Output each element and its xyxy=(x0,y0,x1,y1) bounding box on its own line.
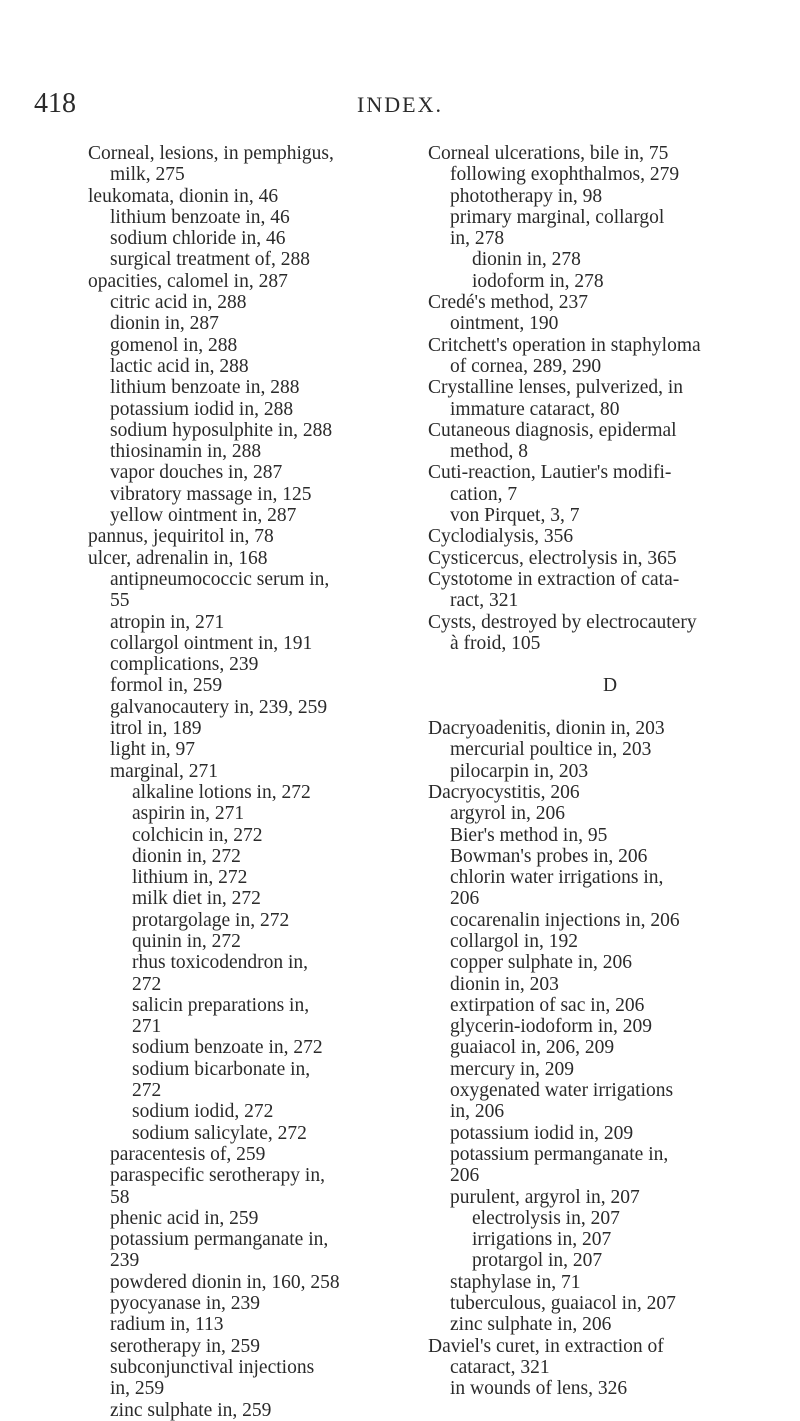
index-entry: milk, 275 xyxy=(110,164,185,186)
index-entry: Bowman's probes in, 206 xyxy=(450,845,648,867)
index-entry: dionin in, 278 xyxy=(472,249,581,271)
index-entry: Cyclodialysis, 356 xyxy=(428,526,574,548)
index-entry: yellow ointment in, 287 xyxy=(110,505,297,527)
index-entry: paracentesis of, 259 xyxy=(110,1143,266,1165)
index-entry: dionin in, 203 xyxy=(450,973,559,995)
index-entry: Crystalline lenses, pulverized, in xyxy=(428,377,684,399)
index-entry: dionin in, 272 xyxy=(132,845,241,867)
index-entry: aspirin in, 271 xyxy=(132,803,245,825)
index-entry: dionin in, 287 xyxy=(110,313,219,335)
index-entry: surgical treatment of, 288 xyxy=(110,249,310,271)
index-entry: galvanocautery in, 239, 259 xyxy=(110,696,328,718)
index-entry: extirpation of sac in, 206 xyxy=(450,994,645,1016)
index-entry: guaiacol in, 206, 209 xyxy=(450,1037,615,1059)
index-entry: cation, 7 xyxy=(450,483,518,505)
index-entry: 271 xyxy=(132,1016,162,1038)
index-column-right xyxy=(428,143,792,1400)
index-entry: rhus toxicodendron in, xyxy=(132,952,309,974)
index-entry: primary marginal, collargol xyxy=(450,206,665,228)
index-entry: salicin preparations in, xyxy=(132,994,310,1016)
index-entry: itrol in, 189 xyxy=(110,718,202,740)
index-entry: collargol in, 192 xyxy=(450,930,578,952)
index-entry: sodium bicarbonate in, xyxy=(132,1058,311,1080)
running-title: INDEX. xyxy=(357,92,443,117)
section-letter: D xyxy=(602,675,618,697)
index-entry: Cystotome in extraction of cata- xyxy=(428,568,680,590)
index-entry: potassium permanganate in, xyxy=(450,1143,669,1165)
index-entry: milk diet in, 272 xyxy=(132,888,261,910)
index-entry: Cysticercus, electrolysis in, 365 xyxy=(428,547,677,569)
index-column-left xyxy=(88,143,410,1421)
index-entry: light in, 97 xyxy=(110,739,196,761)
index-entry: 58 xyxy=(110,1186,130,1208)
index-entry: ract, 321 xyxy=(450,590,519,612)
index-entry: lactic acid in, 288 xyxy=(110,355,249,377)
index-entry: in, 278 xyxy=(450,228,505,250)
index-entry: Corneal, lesions, in pemphigus, xyxy=(88,143,334,164)
index-entry: in, 259 xyxy=(110,1378,165,1400)
index-entry: serotherapy in, 259 xyxy=(110,1335,261,1357)
index-entry: lithium in, 272 xyxy=(132,867,248,889)
index-entry: mercury in, 209 xyxy=(450,1058,575,1080)
index-entry: 239 xyxy=(110,1250,140,1272)
index-entry: complications, 239 xyxy=(110,654,259,676)
index-entry: vibratory massage in, 125 xyxy=(110,483,312,505)
index-entry: alkaline lotions in, 272 xyxy=(132,781,311,803)
index-entry: zinc sulphate in, 259 xyxy=(110,1399,272,1421)
index-entry: of cornea, 289, 290 xyxy=(450,355,602,377)
index-entry: opacities, calomel in, 287 xyxy=(88,270,288,292)
index-entry: 55 xyxy=(110,590,130,612)
page-number: 418 xyxy=(34,88,76,119)
index-entry: sodium hyposulphite in, 288 xyxy=(110,419,333,441)
index-entry: colchicin in, 272 xyxy=(132,824,263,846)
index-entry: formol in, 259 xyxy=(110,675,223,697)
index-entry: argyrol in, 206 xyxy=(450,803,566,825)
index-entry: pilocarpin in, 203 xyxy=(450,760,589,782)
index-entry: Cutaneous diagnosis, epidermal xyxy=(428,419,677,441)
index-entry: phototherapy in, 98 xyxy=(450,185,603,207)
index-entry: antipneumococcic serum in, xyxy=(110,568,330,590)
index-entry: 272 xyxy=(132,1080,162,1102)
index-entry: Cysts, destroyed by electrocautery xyxy=(428,611,697,633)
index-entry: in wounds of lens, 326 xyxy=(450,1378,628,1400)
index-entry: powdered dionin in, 160, 258 xyxy=(110,1271,340,1293)
index-entry: 206 xyxy=(450,888,480,910)
index-entry: collargol ointment in, 191 xyxy=(110,632,313,654)
index-entry: staphylase in, 71 xyxy=(450,1271,581,1293)
index-entry: marginal, 271 xyxy=(110,760,218,782)
index-entry: phenic acid in, 259 xyxy=(110,1207,259,1229)
index-entry: Corneal ulcerations, bile in, 75 xyxy=(428,143,669,164)
index-entry: protargolage in, 272 xyxy=(132,909,290,931)
page-header xyxy=(0,88,800,128)
index-entry: atropin in, 271 xyxy=(110,611,225,633)
index-entry: leukomata, dionin in, 46 xyxy=(88,185,279,207)
blank-line xyxy=(428,654,792,675)
index-entry: potassium permanganate in, xyxy=(110,1229,329,1251)
index-entry: Dacryoadenitis, dionin in, 203 xyxy=(428,718,665,740)
index-entry: vapor douches in, 287 xyxy=(110,462,283,484)
index-entry: pannus, jequiritol in, 78 xyxy=(88,526,274,548)
index-entry: Dacryocystitis, 206 xyxy=(428,781,580,803)
index-entry: oxygenated water irrigations xyxy=(450,1080,674,1102)
index-entry: copper sulphate in, 206 xyxy=(450,952,632,974)
index-entry: 206 xyxy=(450,1165,480,1187)
index-entry: method, 8 xyxy=(450,441,528,463)
index-entry: purulent, argyrol in, 207 xyxy=(450,1186,640,1208)
index-entry: radium in, 113 xyxy=(110,1314,224,1336)
index-entry: quinin in, 272 xyxy=(132,930,241,952)
index-entry: 272 xyxy=(132,973,162,995)
index-entry: sodium chloride in, 46 xyxy=(110,228,286,250)
index-entry: protargol in, 207 xyxy=(472,1250,603,1272)
index-entry: cocarenalin injections in, 206 xyxy=(450,909,680,931)
index-entry: subconjunctival injections xyxy=(110,1356,315,1378)
index-entry: Credé's method, 237 xyxy=(428,292,589,314)
index-entry: lithium benzoate in, 46 xyxy=(110,206,290,228)
index-entry: gomenol in, 288 xyxy=(110,334,238,356)
index-entry: mercurial poultice in, 203 xyxy=(450,739,652,761)
index-entry: pyocyanase in, 239 xyxy=(110,1293,261,1315)
index-entry: potassium iodid in, 288 xyxy=(110,398,294,420)
blank-line xyxy=(428,697,792,718)
index-entry: following exophthalmos, 279 xyxy=(450,164,680,186)
index-entry: in, 206 xyxy=(450,1101,505,1123)
index-entry: potassium iodid in, 209 xyxy=(450,1122,634,1144)
index-entry: sodium iodid, 272 xyxy=(132,1101,274,1123)
index-entry: ulcer, adrenalin in, 168 xyxy=(88,547,268,569)
index-entry: immature cataract, 80 xyxy=(450,398,620,420)
index-entry: thiosinamin in, 288 xyxy=(110,441,262,463)
index-entry: à froid, 105 xyxy=(450,632,541,654)
index-entry: electrolysis in, 207 xyxy=(472,1207,620,1229)
index-entry: zinc sulphate in, 206 xyxy=(450,1314,612,1336)
index-entry: Daviel's curet, in extraction of xyxy=(428,1335,664,1357)
index-entry: sodium benzoate in, 272 xyxy=(132,1037,323,1059)
index-entry: Cuti-reaction, Lautier's modifi- xyxy=(428,462,672,484)
index-entry: Bier's method in, 95 xyxy=(450,824,608,846)
index-entry: tuberculous, guaiacol in, 207 xyxy=(450,1293,676,1315)
index-entry: paraspecific serotherapy in, xyxy=(110,1165,325,1187)
index-entry: irrigations in, 207 xyxy=(472,1229,612,1251)
index-entry: Critchett's operation in staphyloma xyxy=(428,334,701,356)
index-entry: ointment, 190 xyxy=(450,313,559,335)
index-entry: cataract, 321 xyxy=(450,1356,550,1378)
index-entry: citric acid in, 288 xyxy=(110,292,247,314)
index-entry: chlorin water irrigations in, xyxy=(450,867,664,889)
index-entry: glycerin-iodoform in, 209 xyxy=(450,1016,652,1038)
index-entry: lithium benzoate in, 288 xyxy=(110,377,300,399)
index-entry: sodium salicylate, 272 xyxy=(132,1122,307,1144)
index-entry: iodoform in, 278 xyxy=(472,270,604,292)
index-entry: von Pirquet, 3, 7 xyxy=(450,505,580,527)
